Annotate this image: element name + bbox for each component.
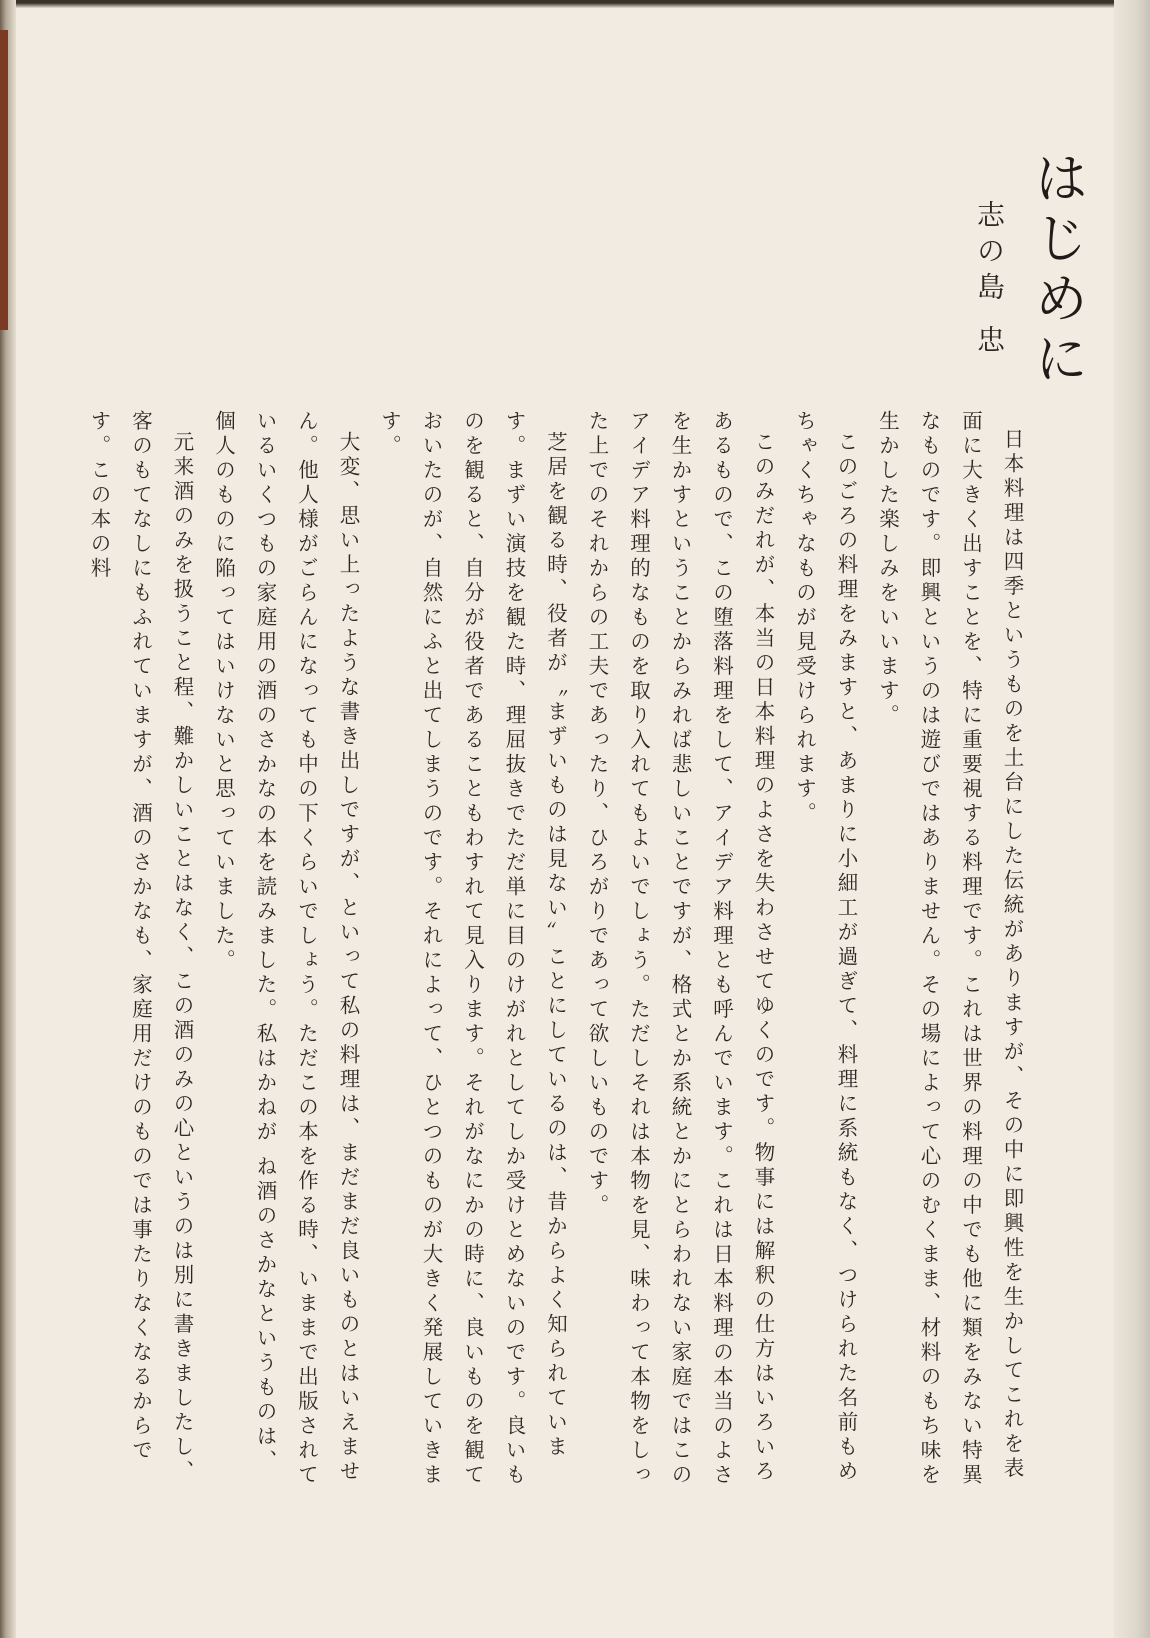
- page-top-edge: [0, 0, 1150, 8]
- paragraph-4: 芝居を観る時、役者が〝まずいものは見ない〟ことにしているのは、昔からよく知られています。まずい演技を観た時、理屈抜きでただ単に目のけがれとしてしか受けとめないのです。良いものを観ると、自分が役者であることもわすれて見入ります。それがなにかの時に、良いものを観ておいたのが、自然にふと出てしまうのです。それによって、ひとつのものが大きく発展していきます。: [377, 410, 568, 1488]
- paragraph-3: このみだれが、本当の日本料理のよさを失わさせてゆくのです。物事には解釈の仕方はいろいろあるもので、この堕落料理をして、アイデア料理とも呼んでいます。これは日本料理の本当のよさを生かすということからみれば悲しいことですが、格式とか系統とかにとらわれない家庭ではこのアイデア料理的なものを取り入れてもよいでしょう。ただしそれは本物を見、味わって本物をしった上でのそれからの工夫であったり、ひろがりであって欲しいものです。: [585, 410, 775, 1488]
- body-text: [82, 410, 1032, 1495]
- author-name: 志の島 忠: [973, 200, 1006, 361]
- chapter-title: はじめに: [1026, 150, 1089, 390]
- page-right-edge: [1114, 0, 1150, 1638]
- paragraph-2: このごろの料理をみますと、あまりに小細工が過ぎて、料理に系統もなく、つけられた名前もめちゃくちゃなものが見受けられます。: [792, 410, 858, 1484]
- paragraph-5: 大変、思い上ったような書き出しですが、といって私の料理は、まだまだ良いものとはいえません。他人様がごらんになっても中の下くらいでしょう。ただこの本を作る時、いままで出版されているいくつもの家庭用の酒のさかなの本を読みました。私はかねが ね酒のさかなというものは、個人のものに陥ってはいけないと思っていました。: [211, 410, 360, 1488]
- paragraph-1: 日本料理は四季というものを土台にした伝統がありますが、その中に即興性を生かしてこれを表面に大きく出すことを、特に重要視する料理です。これは世界の料理の中でも他に類をみない特異なものです。即興というのは遊びではありません。その場によって心のむくまま、材料のもち味を生かした楽しみをいいます。: [875, 410, 1024, 1488]
- binding-strip: [0, 30, 8, 330]
- paragraph-6: 元来酒のみを扱うこと程、難かしいことはなく、この酒のみの心というのは別に書きましたし、客のもてなしにもふれていますが、酒のさかなも、家庭用だけのものでは事たりなくなるからです。この本の料: [87, 410, 194, 1484]
